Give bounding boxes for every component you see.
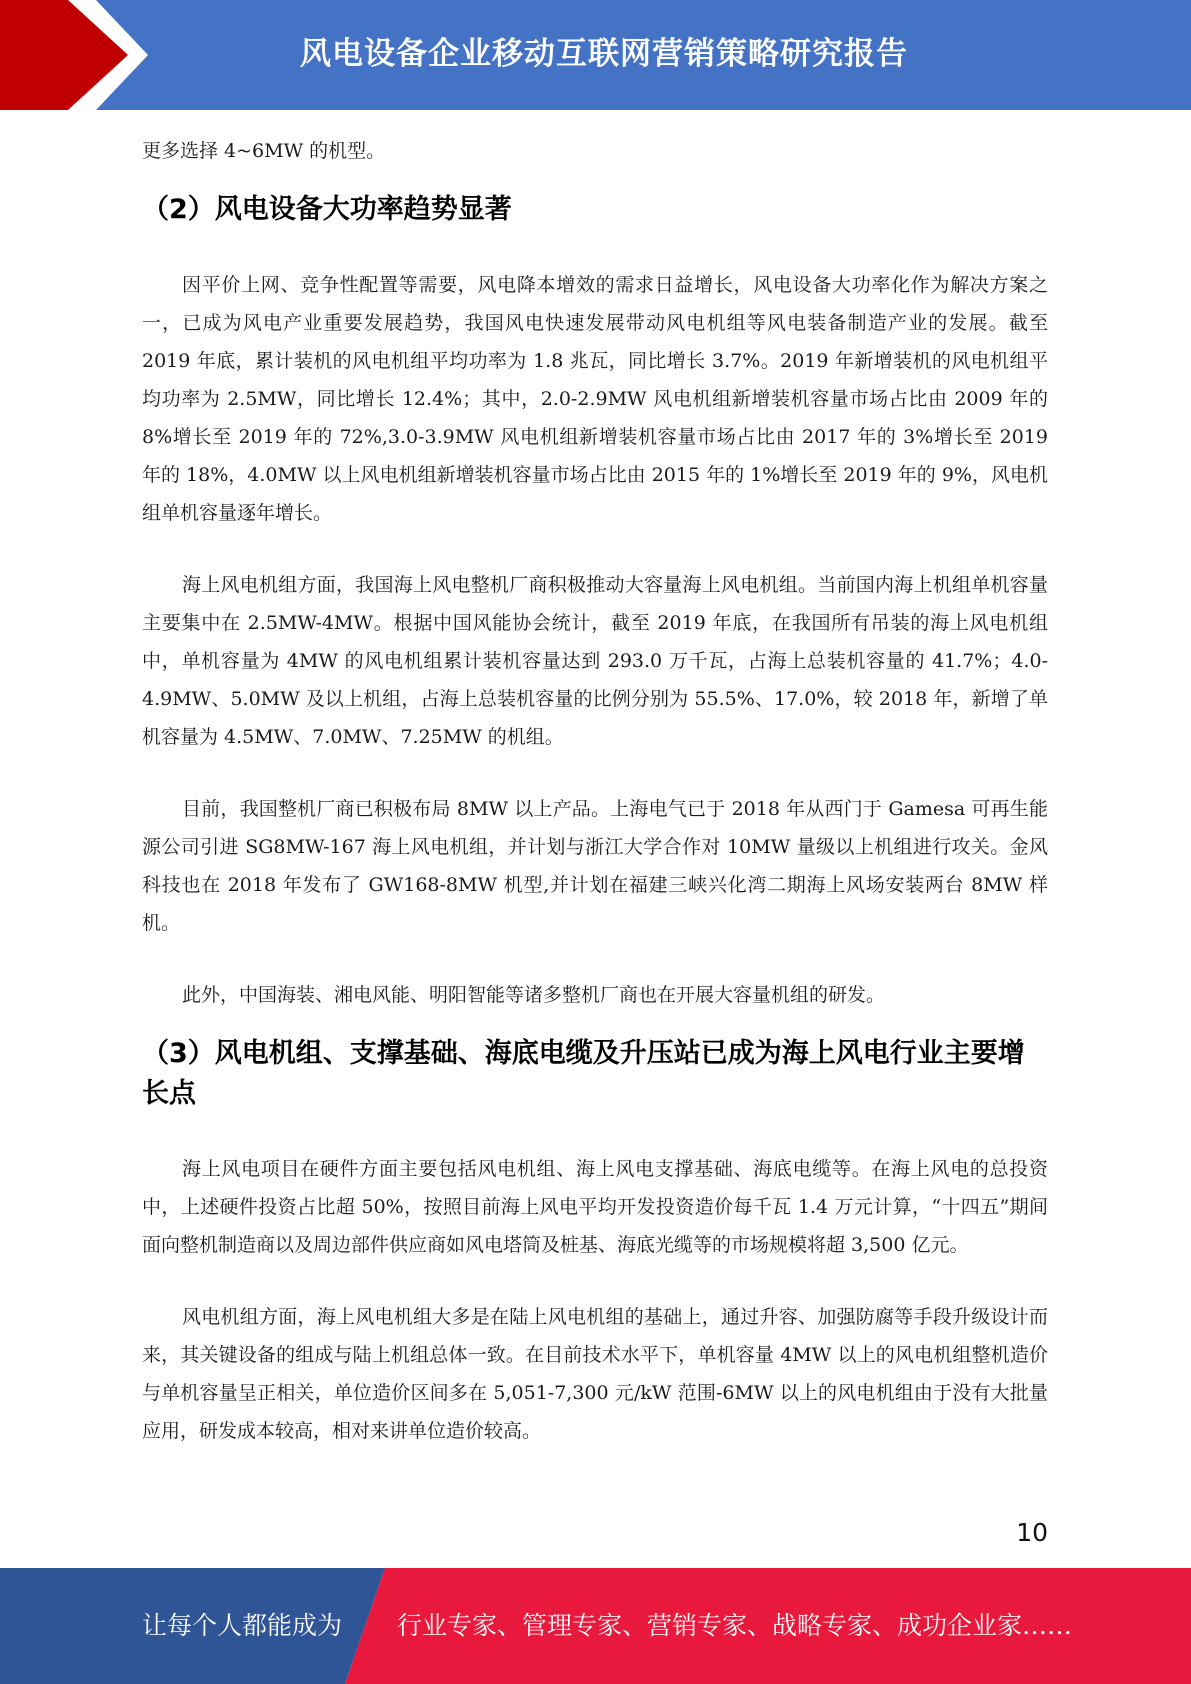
- paragraph: 海上风电机组方面，我国海上风电整机厂商积极推动大容量海上风电机组。当前国内海上机组单机容量主要集中在 2.5MW-4MW。根据中国风能协会统计，截至 2019 年底，在我国所有吊装的海上风电机组中，单机容量为 4MW 的风电机组累计装机容量达到 293.0 万千瓦，占海上总装机容量的 41.7%；4.0-4.9MW、5.0MW 及以上机组，占海上总装机容量的比例分别为 55.5%、17.0%，较 2018 年，新增了单机容量为 4.5MW、7.0MW、7.25MW 的机组。: [142, 574, 1048, 748]
- intro-line: 更多选择 4~6MW 的机型。: [142, 140, 386, 162]
- page-header: [0, 0, 1191, 110]
- page-footer: [0, 1568, 1191, 1684]
- report-title: 风电设备企业移动互联网营销策略研究报告: [300, 36, 908, 72]
- paragraph: 海上风电项目在硬件方面主要包括风电机组、海上风电支撑基础、海底电缆等。在海上风电的总投资中，上述硬件投资占比超 50%，按照目前海上风电平均开发投资造价每千瓦 1.4 万元计算，“十四五”期间面向整机制造商以及周边部件供应商如风电塔筒及桩基、海底光缆等的市场规模将超 3,500 亿元。: [142, 1158, 1048, 1256]
- paragraph: 目前，我国整机厂商已积极布局 8MW 以上产品。上海电气已于 2018 年从西门于 Gamesa 可再生能源公司引进 SG8MW-167 海上风电机组，并计划与浙江大学合作对 10MW 量级以上机组进行攻关。金风科技也在 2018 年发布了 GW168-8MW 机型,并计划在福建三峡兴化湾二期海上风场安装两台 8MW 样机。: [142, 798, 1048, 934]
- footer-slogan-right: 行业专家、管理专家、营销专家、战略专家、成功企业家……: [397, 1611, 1073, 1640]
- page-number: 10: [1016, 1518, 1048, 1547]
- paragraph: 因平价上网、竞争性配置等需要，风电降本增效的需求日益增长，风电设备大功率化作为解决方案之一，已成为风电产业重要发展趋势，我国风电快速发展带动风电机组等风电装备制造产业的发展。截至 2019 年底，累计装机的风电机组平均功率为 1.8 兆瓦，同比增长 3.7%。2019 年新增装机的风电机组平均功率为 2.5MW，同比增长 12.4%；其中，2.0-2.9MW 风电机组新增装机容量市场占比由 2009 年的 8%增长至 2019 年的 72%,3.0-3.9MW 风电机组新增装机容量市场占比由 2017 年的 3%增长至 2019 年的 18%，4.0MW 以上风电机组新增装机容量市场占比由 2015 年的 1%增长至 2019 年的 9%，风电机组单机容量逐年增长。: [142, 274, 1048, 524]
- paragraph: 风电机组方面，海上风电机组大多是在陆上风电机组的基础上，通过升容、加强防腐等手段升级设计而来，其关键设备的组成与陆上机组总体一致。在目前技术水平下，单机容量 4MW 以上的风电机组整机造价与单机容量呈正相关，单位造价区间多在 5,051-7,300 元/kW 范围-6MW 以上的风电机组由于没有大批量应用，研发成本较高，相对来讲单位造价较高。: [142, 1306, 1048, 1442]
- paragraph: 此外，中国海装、湘电风能、明阳智能等诸多整机厂商也在开展大容量机组的研发。: [182, 984, 886, 1006]
- section-heading-2: （2）风电设备大功率趋势显著: [142, 194, 512, 225]
- document-body: [142, 132, 1048, 1450]
- footer-slogan-left: 让每个人都能成为: [142, 1611, 343, 1640]
- section-heading-3: （3）风电机组、支撑基础、海底电缆及升压站已成为海上风电行业主要增长点: [142, 1038, 1025, 1109]
